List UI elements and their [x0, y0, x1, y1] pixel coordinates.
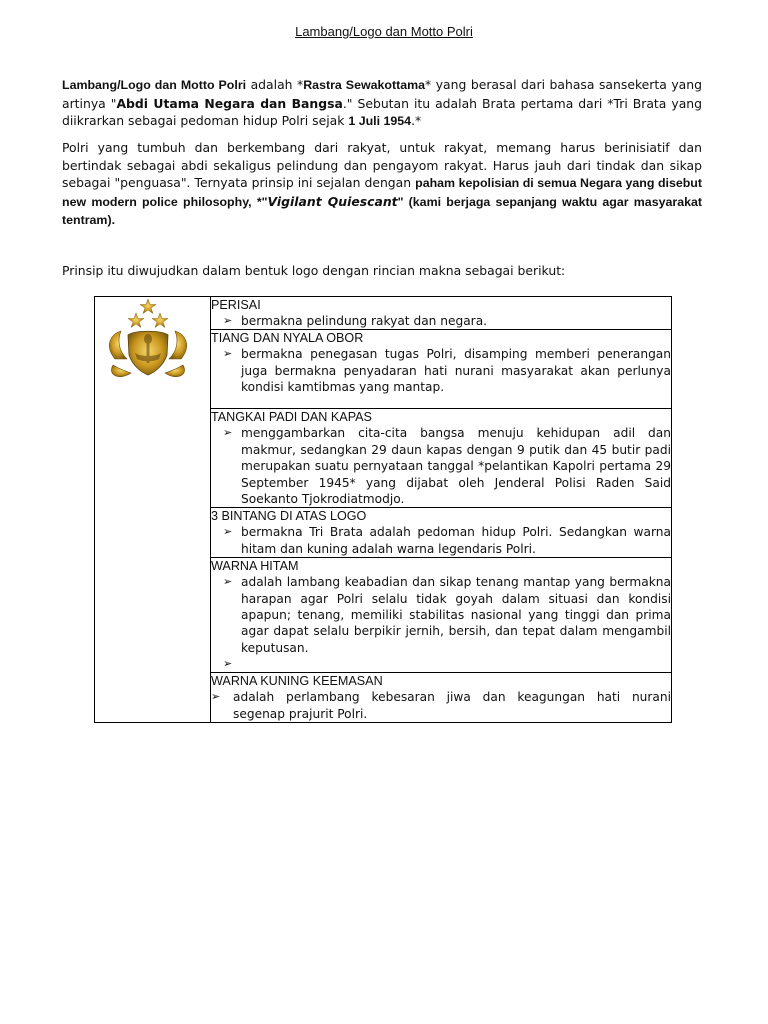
list-item: [223, 656, 671, 672]
arrow-bullet-icon: ➢: [223, 575, 233, 589]
section-tangkai-padi: TANGKAI PADI DAN KAPAS ➢ menggambarkan cita-cita bangsa menuju kehidupan adil dan makmur, sedangkan 29 daun kapas dengan 9 putik dan 45 butir padi merupakan suatu pernyataan tanggal *pelantikan Kapolri pertama 29 September 1945* yang dijabat oleh Jenderal Polisi Raden Said Soekanto Tjokrodiatmodjo.: [211, 410, 671, 507]
term-logo-motto: Lambang/Logo dan Motto Polri: [62, 78, 247, 92]
section-warna-kuning: WARNA KUNING KEEMASAN ➢ adalah perlambang kebesaran jiwa dan keagungan hati nurani segenap prajurit Polri.: [211, 674, 671, 721]
section-warna-hitam: WARNA HITAM ➢ adalah lambang keabadian dan sikap tenang mantap yang bermakna harapan agar Polri selalu tidak goyah dalam situasi dan kondisi apapun; tenang, memiliki stabilitas nasional yang tinggi dan prima agar dapat selalu berpikir jernih, bersih, dan tepat dalam mengambil keputusan. ➢: [211, 558, 672, 673]
section-tiang-obor: TIANG DAN NYALA OBOR ➢ bermakna penegasan tugas Polri, disamping memberi penerangan juga bermakna penyadaran hati nurani masyarakat akan perlunya kondisi kamtibmas yang mantap.: [211, 330, 672, 409]
term-rastra-sewakottama: Rastra Sewakottama: [303, 78, 426, 92]
section-3-bintang: 3 BINTANG DI ATAS LOGO ➢ bermakna Tri Brata adalah pedoman hidup Polri. Sedangkan warna hitam dan kuning adalah warna legendaris Polri.: [211, 509, 671, 556]
term-vigilant-quiescant: Vigilant Quiescant: [267, 193, 398, 209]
polri-logo-icon: [95, 297, 210, 387]
star-icon: [128, 313, 144, 328]
section-perisai: PERISAI ➢ bermakna pelindung rakyat dan negara.: [211, 297, 672, 330]
paragraph-principle: Prinsip itu diwujudkan dalam bentuk logo dengan rincian makna sebagai berikut:: [62, 263, 566, 278]
star-icon: [152, 313, 168, 328]
date-1-juli-1954: 1 Juli 1954: [348, 114, 412, 128]
list-item: ➢ adalah lambang keabadian dan sikap tenang mantap yang bermakna harapan agar Polri selalu tidak goyah dalam situasi dan kondisi apapun; tenang, memiliki stabilitas nasional yang tinggi dan prima agar dapat selalu berpikir jernih, bersih, dan tepat dalam mengambil keputusan.: [223, 575, 671, 655]
arrow-bullet-icon: ➢: [223, 525, 233, 539]
arrow-bullet-icon: ➢: [211, 690, 221, 704]
list-item: ➢ bermakna penegasan tugas Polri, disamping memberi penerangan juga bermakna penyadaran hati nurani masyarakat akan perlunya kondisi kamtibmas yang mantap.: [223, 347, 671, 395]
arrow-bullet-icon: ➢: [223, 657, 233, 671]
list-item: ➢ adalah perlambang kebesaran jiwa dan keagungan hati nurani segenap prajurit Polri.: [211, 690, 671, 721]
list-item: ➢ bermakna Tri Brata adalah pedoman hidup Polri. Sedangkan warna hitam dan kuning adalah warna legendaris Polri.: [223, 525, 671, 556]
three-stars: [128, 299, 168, 328]
logo-cell: [95, 297, 211, 723]
list-item: ➢ menggambarkan cita-cita bangsa menuju kehidupan adil dan makmur, sedangkan 29 daun kapas dengan 9 putik dan 45 butir padi merupakan suatu pernyataan tanggal *pelantikan Kapolri pertama 29 September 1945* yang dijabat oleh Jenderal Polisi Raden Said Soekanto Tjokrodiatmodjo.: [223, 426, 671, 507]
term-police-philosophy: paham kepolisian di semua Negara yang disebut new modern police philosophy, *": [62, 176, 703, 209]
paragraph-intro: Lambang/Logo dan Motto Polri adalah *Rastra Sewakottama* yang berasal dari bahasa sansekerta yang artinya "Abdi Utama Negara dan Bangsa." Sebutan itu adalah Brata pertama dari *Tri Brata yang diikrarkan sebagai pedoman hidup Polri sejak 1 Juli 1954.*: [62, 77, 703, 128]
document-title: Lambang/Logo dan Motto Polri: [295, 24, 473, 39]
paragraph-philosophy: Polri yang tumbuh dan berkembang dari rakyat, untuk rakyat, memang harus berinisiatif dan bertindak sebagai abdi sekaligus pelindung dan pengayom rakyat. Harus jauh dari tindak dan sikap sebagai "penguasa". Ternyata prinsip ini sejalan dengan paham kepolisian di semua Negara yang disebut new modern police philosophy, *"Vigilant Quiescant" (kami berjaga sepanjang waktu agar masyarakat tentram).: [62, 140, 703, 227]
arrow-bullet-icon: ➢: [223, 347, 233, 361]
logo-meaning-table: [94, 296, 672, 723]
term-abdi-utama: Abdi Utama Negara dan Bangsa: [116, 95, 343, 111]
list-item: ➢ bermakna pelindung rakyat dan negara.: [223, 314, 488, 328]
arrow-bullet-icon: ➢: [223, 426, 233, 440]
arrow-bullet-icon: ➢: [223, 314, 233, 327]
star-icon: [140, 299, 156, 314]
